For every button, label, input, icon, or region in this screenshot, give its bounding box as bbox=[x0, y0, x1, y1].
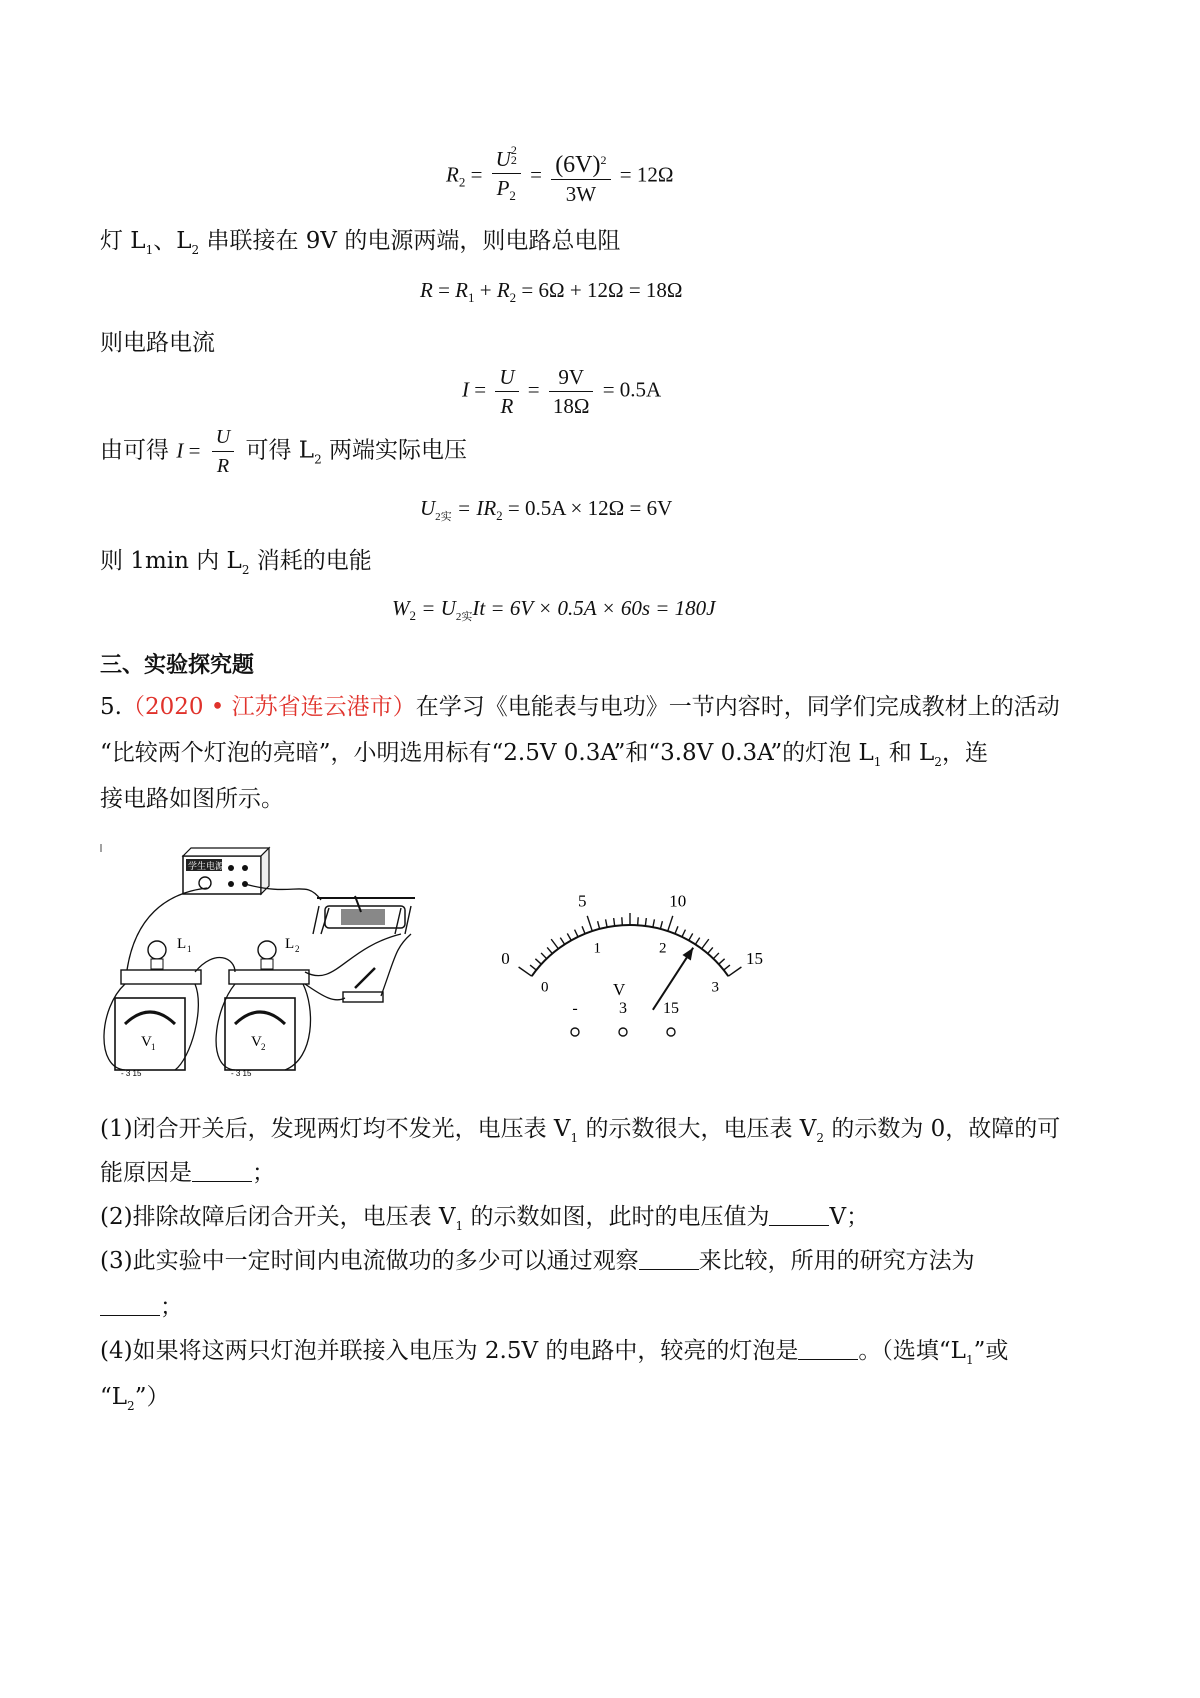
question-4-line2: “$L_2$”） bbox=[100, 1384, 170, 1413]
text-current: 则电路电流 bbox=[100, 330, 215, 356]
question-3-line1: (3)此实验中一定时间内电流做功的多少可以通过观察 来比较，所用的研究方法为 bbox=[100, 1248, 975, 1274]
q5-line1: 5.（2020 • 江苏省连云港市）在学习《电能表与电功》一节内容时，同学们完成教材上的活动 bbox=[100, 694, 1060, 720]
dial-tick bbox=[622, 917, 623, 925]
dial-tick bbox=[713, 953, 719, 959]
dial-lower-label: 2 bbox=[658, 940, 667, 957]
terminal-post bbox=[571, 1028, 579, 1036]
q5-line2: “比较两个灯泡的亮暗”，小明选用标有“2.5V 0.3A”和“3.8V 0.3A”的灯泡 $L_1$ 和 $L_2$，连 bbox=[100, 740, 988, 769]
answer-blank-3b[interactable] bbox=[100, 1293, 160, 1316]
dial-scale bbox=[501, 892, 763, 996]
rheostat bbox=[313, 896, 415, 934]
dial-tick bbox=[606, 919, 608, 927]
svg-text:1: 1 bbox=[151, 1042, 156, 1052]
dial-tick bbox=[530, 965, 536, 970]
dial-upper-label: 0 bbox=[501, 948, 510, 968]
terminal-post bbox=[619, 1028, 627, 1036]
dial-arc bbox=[532, 925, 729, 976]
question-1-line1: (1)闭合开关后，发现两灯均不发光，电压表 $V_1$ 的示数很大，电压表 $V_2$ 的示数为 0，故障的可 bbox=[100, 1116, 1061, 1145]
dial-tick bbox=[638, 917, 639, 925]
text-ohm-law: 由可得 I = $\frac{U}{R}$ 可得 $L_2$ 两端实际电压 bbox=[100, 426, 468, 477]
dial-upper-label: 15 bbox=[746, 948, 764, 968]
eq-r2-frac2: $\frac{(6V)^2}{3W}$ bbox=[551, 148, 610, 206]
dial-tick bbox=[582, 926, 585, 933]
dial-lower-label: 3 bbox=[711, 979, 719, 996]
section-heading: 三、实验探究题 bbox=[100, 653, 255, 678]
dial-tick bbox=[614, 918, 615, 926]
equation-total-resistance: $R = R_1 + R_2 = 6\Omega + 12\Omega = 18\Omega$ bbox=[420, 278, 683, 305]
equation-r2: $R_2$ = U 2 2 $P_2$ = $\frac{(6V)^2}{3W}$ = 12Ω bbox=[446, 145, 673, 208]
voltmeter-v2 bbox=[225, 998, 295, 1078]
lamp-l2 bbox=[258, 936, 300, 969]
dial-tick bbox=[708, 947, 713, 953]
question-2: (2)排除故障后闭合开关，电压表 $V_1$ 的示数如图，此时的电压值为 V； bbox=[100, 1204, 870, 1233]
equation-current: I = $\frac{U}{R}$ = $\frac{9V}{18\Omega}$ = 0.5A bbox=[462, 365, 662, 418]
dial-terminals bbox=[571, 1000, 679, 1036]
question-1-line2: 能原因是 ； bbox=[100, 1160, 275, 1186]
answer-blank-2[interactable] bbox=[769, 1203, 829, 1226]
circuit-diagram bbox=[95, 838, 425, 1088]
answer-blank-3a[interactable] bbox=[639, 1247, 699, 1270]
dial-tick bbox=[689, 933, 693, 940]
svg-text:- 3 15: - 3 15 bbox=[231, 1069, 252, 1078]
dial-tick bbox=[560, 938, 564, 945]
dial-tick bbox=[675, 926, 678, 933]
dial-tick bbox=[567, 933, 571, 940]
dial-upper-label: 5 bbox=[577, 891, 587, 911]
dial-tick bbox=[668, 916, 673, 931]
dial-tick bbox=[695, 938, 699, 945]
dial-tick bbox=[587, 916, 592, 931]
svg-text:2: 2 bbox=[295, 944, 300, 954]
voltmeter-v1 bbox=[115, 998, 185, 1078]
text-series-connection: 灯 $L_1$、$L_2$ 串联接在 9V 的电源两端，则电路总电阻 bbox=[100, 228, 621, 257]
question-3-line2: ； bbox=[100, 1290, 183, 1324]
dial-tick bbox=[551, 939, 558, 949]
dial-tick bbox=[541, 953, 547, 959]
dial-lower-label: 1 bbox=[593, 940, 602, 957]
dial-lower-label: 0 bbox=[541, 979, 549, 996]
dial-tick bbox=[719, 959, 725, 964]
text-energy: 则 1min 内 $L_2$ 消耗的电能 bbox=[100, 548, 372, 577]
dial-tick bbox=[575, 930, 578, 937]
svg-text:1: 1 bbox=[187, 944, 192, 954]
dial-tick bbox=[519, 967, 532, 976]
dial-tick bbox=[645, 918, 646, 926]
voltmeter-dial bbox=[495, 870, 765, 1050]
equation-voltage: $U_{2实} = IR_2 = 0.5A \times 12\Omega = 6V$ bbox=[420, 496, 673, 523]
dial-tick bbox=[660, 921, 662, 929]
answer-blank-4[interactable] bbox=[798, 1337, 858, 1360]
dial-tick bbox=[702, 939, 709, 949]
dial-tick bbox=[653, 919, 655, 927]
dial-upper-label: 10 bbox=[669, 891, 687, 911]
terminal-post bbox=[667, 1028, 675, 1036]
q5-line3: 接电路如图所示。 bbox=[100, 786, 284, 812]
dial-tick bbox=[682, 930, 685, 937]
eq-r2-result: = 12Ω bbox=[619, 162, 674, 187]
svg-text:学生电源: 学生电源 bbox=[188, 862, 225, 872]
lamp-l1 bbox=[148, 936, 192, 969]
eq-r2-lhs: R bbox=[446, 162, 459, 187]
svg-text:V: V bbox=[141, 1034, 152, 1050]
dial-tick bbox=[728, 967, 741, 976]
terminal-label: - bbox=[572, 1000, 578, 1017]
dial-unit: V bbox=[613, 980, 626, 999]
terminal-label: 15 bbox=[663, 1000, 679, 1017]
dial-tick bbox=[724, 965, 730, 970]
svg-text:L: L bbox=[177, 936, 187, 952]
dial-tick bbox=[547, 947, 552, 953]
question-4-line1: (4)如果将这两只灯泡并联接入电压为 2.5V 的电路中，较亮的灯泡是 。（选填“$L_1$”或 bbox=[100, 1338, 1009, 1367]
dial-tick bbox=[535, 959, 541, 964]
svg-text:- 3 15: - 3 15 bbox=[121, 1069, 142, 1078]
needle-arrowhead bbox=[682, 948, 693, 961]
svg-text:2: 2 bbox=[261, 1042, 266, 1052]
switch bbox=[343, 968, 383, 1002]
answer-blank-1[interactable] bbox=[192, 1159, 252, 1182]
svg-text:L: L bbox=[285, 936, 295, 952]
svg-text:V: V bbox=[251, 1034, 262, 1050]
equation-energy: $W_2 = U_{2实}It = 6V \times 0.5A \times 60s = 180J$ bbox=[392, 596, 716, 623]
dial-tick bbox=[598, 921, 600, 929]
terminal-label: 3 bbox=[619, 1000, 627, 1017]
q5-source: （2020 • 江苏省连云港市） bbox=[121, 694, 416, 720]
eq-r2-frac1: U 2 2 $P_2$ bbox=[492, 145, 521, 208]
